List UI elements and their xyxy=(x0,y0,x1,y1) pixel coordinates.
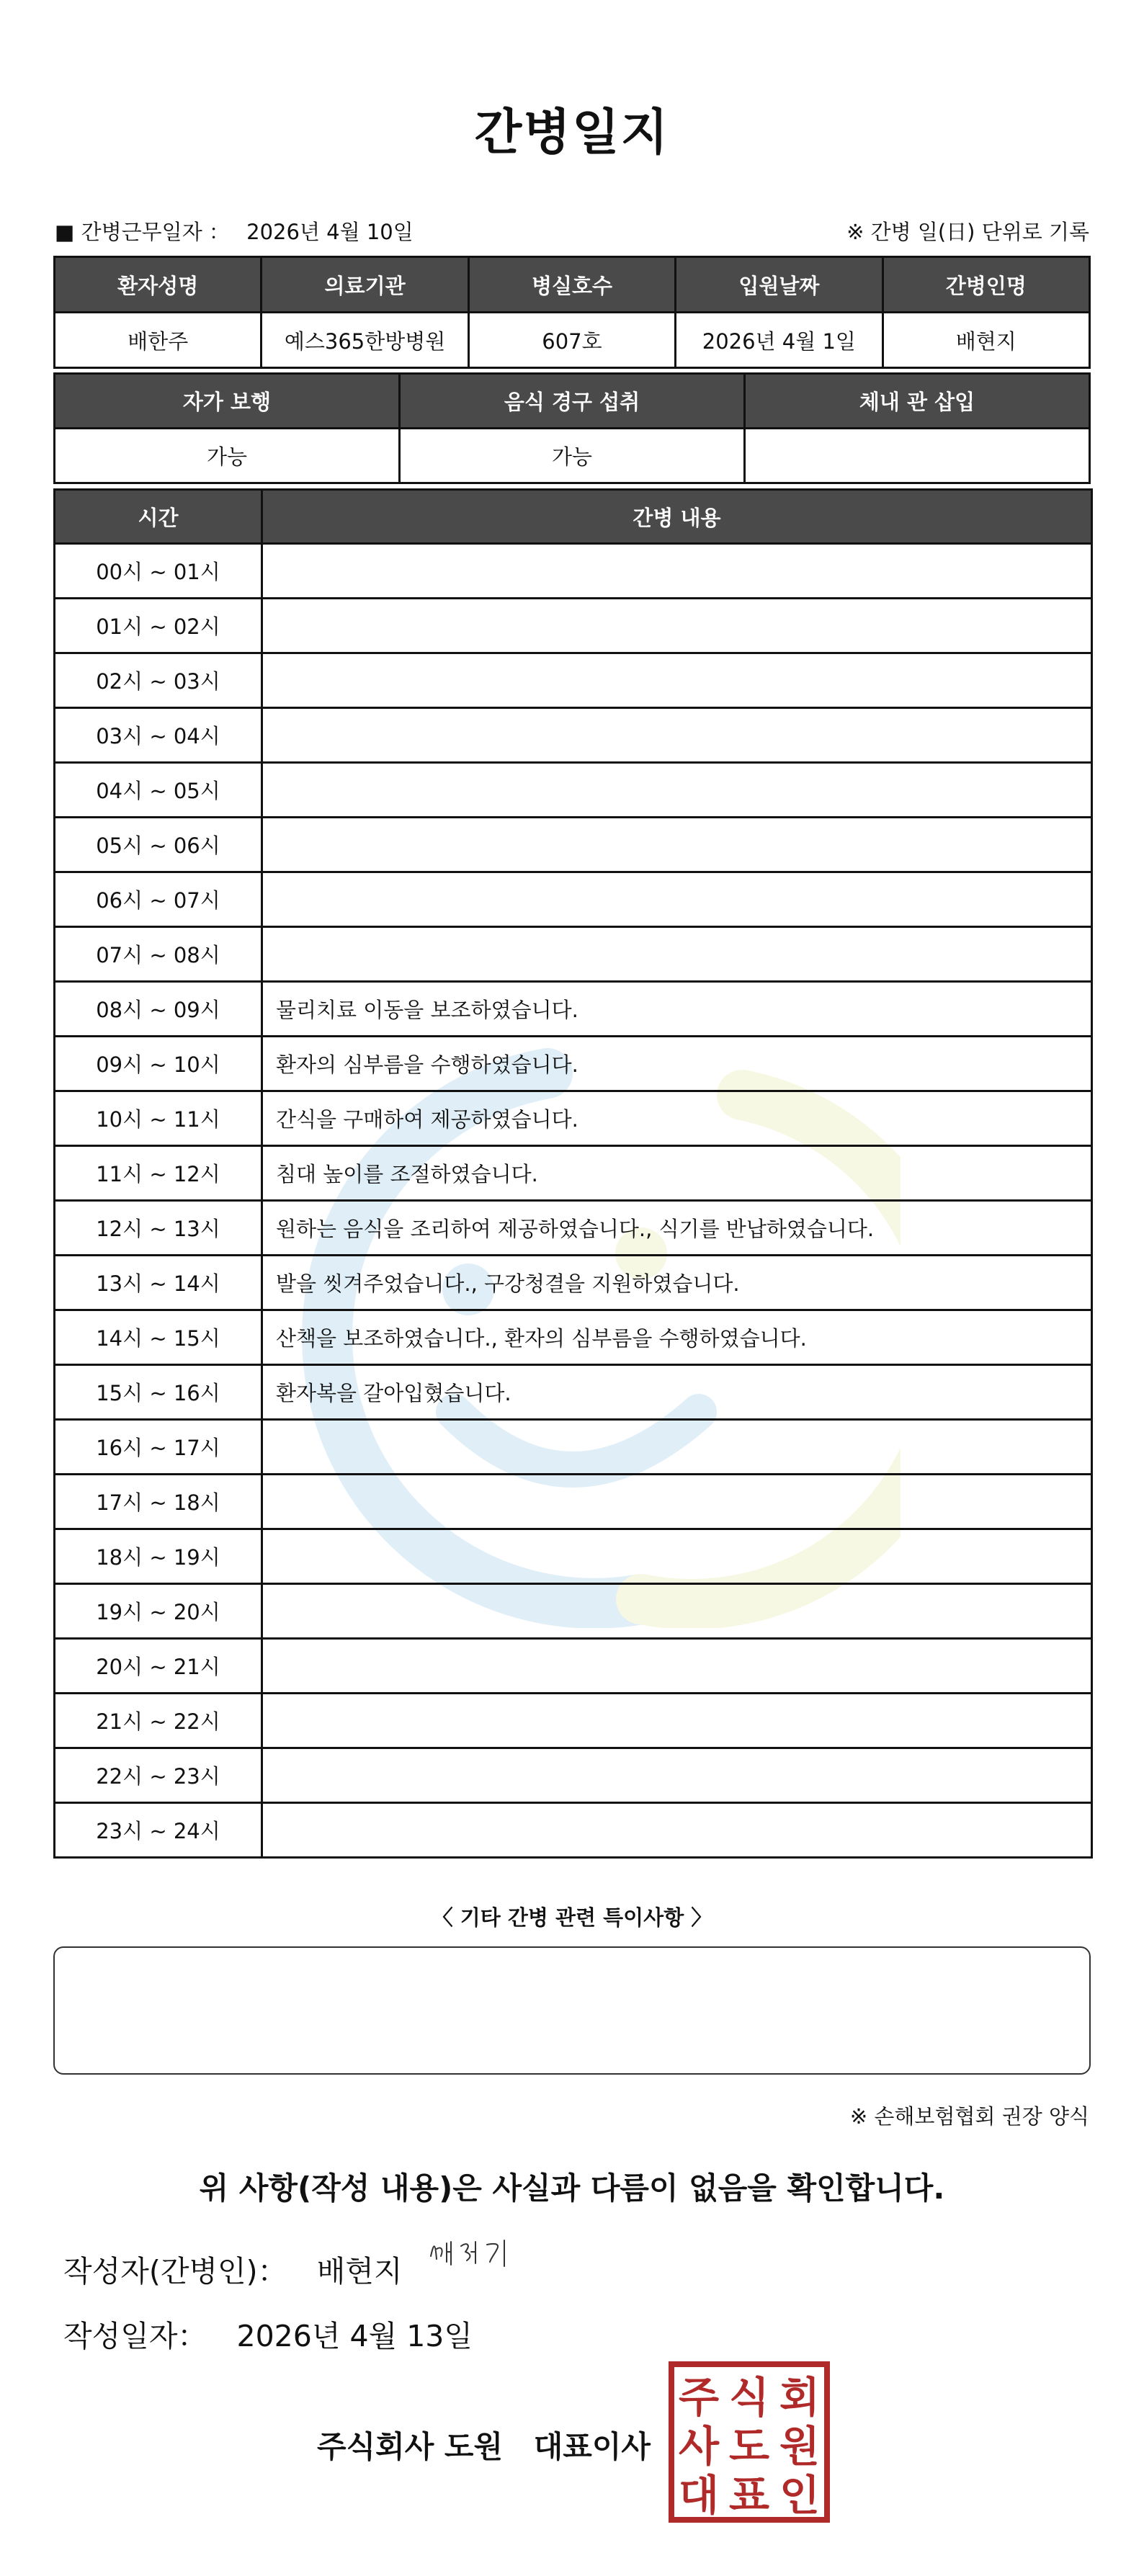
table-row xyxy=(55,599,1092,653)
table-row xyxy=(55,1803,1092,1858)
tube-insertion-status xyxy=(745,429,1090,483)
time-cell: 06시 ~ 07시 xyxy=(55,872,262,927)
writer-label: 작성자(간병인)： xyxy=(63,2254,287,2289)
time-cell: 15시 ~ 16시 xyxy=(55,1365,262,1420)
work-date-value: 2026년 4월 10일 xyxy=(246,220,414,244)
time-cell: 14시 ~ 15시 xyxy=(55,1310,262,1365)
patient-info-table xyxy=(53,256,1091,369)
table-row xyxy=(55,1748,1092,1803)
time-cell: 07시 ~ 08시 xyxy=(55,927,262,982)
svg-text:인: 인 xyxy=(779,2471,821,2520)
care-content-cell: 환자의 심부름을 수행하였습니다. xyxy=(262,1037,1092,1091)
svg-text:원: 원 xyxy=(779,2422,821,2471)
document-title: 간병일지 xyxy=(474,104,670,161)
svg-text:주: 주 xyxy=(678,2373,720,2422)
table-row xyxy=(55,982,1092,1037)
time-cell: 00시 ~ 01시 xyxy=(55,544,262,599)
header-tube-insertion: 체내 관 삽입 xyxy=(745,374,1090,429)
care-content-cell xyxy=(262,1803,1092,1858)
oral-intake-status: 가능 xyxy=(400,429,745,483)
time-cell: 13시 ~ 14시 xyxy=(55,1256,262,1310)
time-cell: 23시 ~ 24시 xyxy=(55,1803,262,1858)
care-content-cell: 간식을 구매하여 제공하였습니다. xyxy=(262,1091,1092,1146)
time-cell: 16시 ~ 17시 xyxy=(55,1420,262,1475)
time-cell: 17시 ~ 18시 xyxy=(55,1475,262,1529)
room-number: 607호 xyxy=(468,313,675,368)
written-date-label: 작성일자： xyxy=(63,2319,207,2353)
care-content-cell xyxy=(262,1694,1092,1748)
header-room: 병실호수 xyxy=(468,257,675,313)
care-content-cell xyxy=(262,653,1092,708)
unit-note: ※ 간병 일(日) 단위로 기록 xyxy=(846,220,1089,244)
table-row xyxy=(55,1475,1092,1529)
time-cell: 04시 ~ 05시 xyxy=(55,763,262,818)
care-content-cell xyxy=(262,708,1092,763)
header-patient-name: 환자성명 xyxy=(55,257,262,313)
time-cell: 21시 ~ 22시 xyxy=(55,1694,262,1748)
table-row xyxy=(55,763,1092,818)
table-row xyxy=(55,1037,1092,1091)
table-row xyxy=(55,1365,1092,1420)
table-row xyxy=(55,818,1092,872)
confirmation-statement: 위 사항(작성 내용)은 사실과 다름이 없음을 확인합니다. xyxy=(199,2170,945,2206)
care-log-table xyxy=(53,488,1093,1859)
table-row xyxy=(55,927,1092,982)
time-cell: 10시 ~ 11시 xyxy=(55,1091,262,1146)
header-hospital: 의료기관 xyxy=(262,257,468,313)
care-content-cell: 발을 씻겨주었습니다., 구강청결을 지원하였습니다. xyxy=(262,1256,1092,1310)
care-content-cell xyxy=(262,1584,1092,1639)
care-content-cell: 침대 높이를 조절하였습니다. xyxy=(262,1146,1092,1201)
time-cell: 11시 ~ 12시 xyxy=(55,1146,262,1201)
table-row xyxy=(55,1694,1092,1748)
time-cell: 18시 ~ 19시 xyxy=(55,1529,262,1584)
time-cell: 01시 ~ 02시 xyxy=(55,599,262,653)
svg-text:도: 도 xyxy=(728,2422,770,2471)
company-line xyxy=(317,2423,651,2467)
table-row xyxy=(55,1201,1092,1256)
care-content-cell xyxy=(262,927,1092,982)
table-row xyxy=(55,1584,1092,1639)
time-cell: 02시 ~ 03시 xyxy=(55,653,262,708)
time-cell: 03시 ~ 04시 xyxy=(55,708,262,763)
written-date-line xyxy=(63,2312,473,2355)
svg-text:표: 표 xyxy=(728,2471,770,2520)
svg-text:식: 식 xyxy=(728,2373,770,2422)
table-row xyxy=(55,1091,1092,1146)
work-date xyxy=(55,216,414,246)
writer-name: 배현지 xyxy=(316,2254,403,2289)
special-notes-title: 〈 기타 간병 관련 특이사항 〉 xyxy=(432,1905,712,1930)
table-row xyxy=(55,1420,1092,1475)
time-cell: 08시 ~ 09시 xyxy=(55,982,262,1037)
svg-text:대: 대 xyxy=(678,2471,720,2520)
company-seal-icon xyxy=(667,2360,831,2524)
time-cell: 20시 ~ 21시 xyxy=(55,1639,262,1694)
admission-date: 2026년 4월 1일 xyxy=(676,313,882,368)
time-cell: 12시 ~ 13시 xyxy=(55,1201,262,1256)
table-row xyxy=(55,1639,1092,1694)
care-content-cell xyxy=(262,1529,1092,1584)
care-content-cell xyxy=(262,1420,1092,1475)
svg-text:사: 사 xyxy=(678,2422,720,2471)
special-notes-box xyxy=(53,1946,1091,2075)
ceo-label: 대표이사 xyxy=(533,2429,651,2464)
table-row xyxy=(55,1310,1092,1365)
table-row xyxy=(55,872,1092,927)
care-content-cell: 환자복을 갈아입혔습니다. xyxy=(262,1365,1092,1420)
care-content-cell xyxy=(262,599,1092,653)
header-care-content: 간병 내용 xyxy=(262,490,1092,544)
header-time: 시간 xyxy=(55,490,262,544)
time-cell: 22시 ~ 23시 xyxy=(55,1748,262,1803)
header-caregiver-name: 간병인명 xyxy=(882,257,1089,313)
time-cell: 09시 ~ 10시 xyxy=(55,1037,262,1091)
care-content-cell xyxy=(262,544,1092,599)
work-date-label: ■ 간병근무일자 ： xyxy=(55,220,230,244)
writer-line xyxy=(63,2248,403,2290)
time-cell: 19시 ~ 20시 xyxy=(55,1584,262,1639)
care-content-cell: 산책을 보조하였습니다., 환자의 심부름을 수행하였습니다. xyxy=(262,1310,1092,1365)
table-row xyxy=(55,1256,1092,1310)
walking-status: 가능 xyxy=(55,429,400,483)
written-date-value: 2026년 4월 13일 xyxy=(236,2319,473,2353)
hospital-name: 예스365한방병원 xyxy=(262,313,468,368)
table-row xyxy=(55,1146,1092,1201)
company-name: 주식회사 도원 xyxy=(317,2429,504,2464)
table-row xyxy=(55,544,1092,599)
header-admission-date: 입원날짜 xyxy=(676,257,882,313)
patient-status-table xyxy=(53,372,1091,484)
caregiver-name: 배현지 xyxy=(882,313,1089,368)
header-walking: 자가 보행 xyxy=(55,374,400,429)
care-content-cell: 물리치료 이동을 보조하였습니다. xyxy=(262,982,1092,1037)
table-row xyxy=(55,1529,1092,1584)
care-content-cell xyxy=(262,872,1092,927)
signature-icon xyxy=(425,2227,526,2278)
care-content-cell: 원하는 음식을 조리하여 제공하였습니다., 식기를 반납하였습니다. xyxy=(262,1201,1092,1256)
patient-name: 배한주 xyxy=(55,313,262,368)
care-content-cell xyxy=(262,763,1092,818)
care-content-cell xyxy=(262,1639,1092,1694)
recommend-note: ※ 손해보험협회 권장 양식 xyxy=(849,2104,1089,2129)
header-oral-intake: 음식 경구 섭취 xyxy=(400,374,745,429)
care-content-cell xyxy=(262,1475,1092,1529)
table-row xyxy=(55,708,1092,763)
care-content-cell xyxy=(262,818,1092,872)
svg-text:회: 회 xyxy=(779,2373,821,2422)
table-row xyxy=(55,653,1092,708)
time-cell: 05시 ~ 06시 xyxy=(55,818,262,872)
care-content-cell xyxy=(262,1748,1092,1803)
